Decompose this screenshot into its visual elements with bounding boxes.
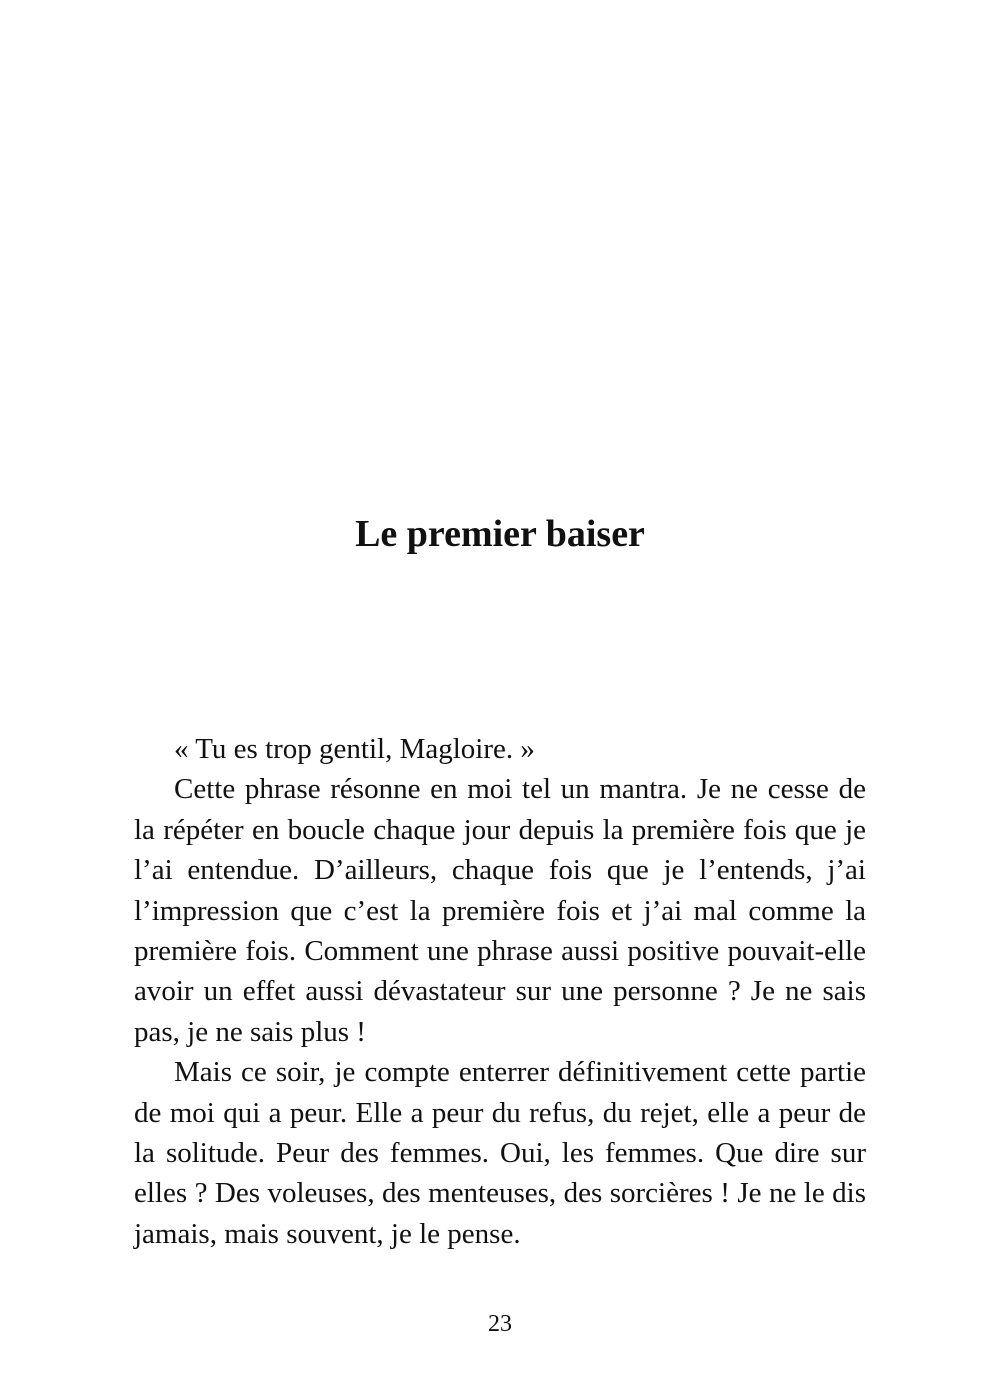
paragraph-mantra: Cette phrase résonne en moi tel un mantra. Je ne cesse de la répéter en boucle chaque jour depuis la première fois que je l’ai entendue. D’ailleurs, chaque fois que je l’entends, j’ai l’impression que c’est la première fois et j’ai mal comme la première fois. Comment une phrase aussi positive pouvait-elle avoir un effet aussi dévastateur sur une personne ? Je ne sais pas, je ne sais plus ! (134, 773, 866, 1048)
body-text (134, 729, 866, 1254)
paragraph-quote: « Tu es trop gentil, Magloire. » (174, 733, 535, 765)
chapter-title: Le premier baiser (355, 513, 645, 555)
paragraph-tonight: Mais ce soir, je compte enterrer définitivement cette partie de moi qui a peur. Elle a peur du refus, du rejet, elle a peur de la solitude. Peur des femmes. Oui, les femmes. Que dire sur elles ? Des voleuses, des menteuses, des sorcières ! Je ne le dis jamais, mais souvent, je le pense. (134, 1056, 866, 1250)
page-number: 23 (488, 1311, 512, 1337)
